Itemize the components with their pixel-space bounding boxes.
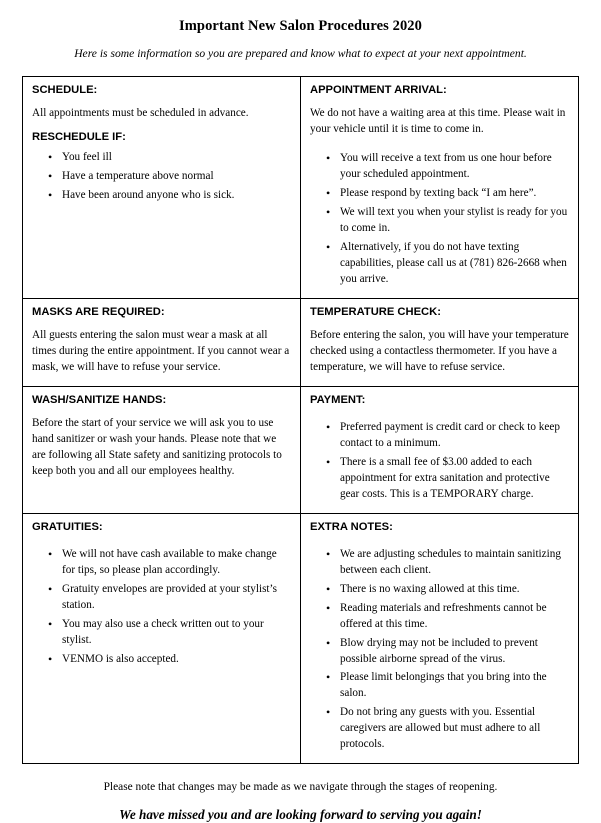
page-title: Important New Salon Procedures 2020 [178, 18, 422, 34]
list-item: • We will text you when your stylist is ready for you to come in. [340, 205, 569, 237]
extra-notes-heading: EXTRA NOTES: [310, 520, 393, 533]
reschedule-subheading: RESCHEDULE IF: [32, 131, 126, 144]
cell-gratuities [23, 513, 301, 763]
footer-note: Please note that changes may be made as we navigate through the stages of reopening. [103, 780, 498, 793]
list-item: • Alternatively, if you do not have texting capabilities, please call us at (781) 826-2668 when you arrive. [340, 240, 569, 288]
temperature-check-heading: TEMPERATURE CHECK: [310, 305, 441, 318]
page-subtitle: Here is some information so you are prepared and know what to expect at your next appointment. [74, 47, 527, 60]
list-item: • You will receive a text from us one hour before your scheduled appointment. [340, 151, 569, 183]
extra-notes-bullet-list [310, 547, 569, 753]
cell-extra-notes [301, 513, 579, 763]
list-item: • Preferred payment is credit card or check to keep contact to a minimum. [340, 420, 569, 452]
masks-heading: MASKS ARE REQUIRED: [32, 305, 165, 318]
list-item: • Please limit belongings that you bring into the salon. [340, 670, 569, 702]
list-item: • Please respond by texting back “I am here”. [340, 186, 569, 202]
list-item: • Blow drying may not be included to prevent possible airborne spread of the virus. [340, 636, 569, 668]
schedule-paragraph: All appointments must be scheduled in advance. [32, 107, 249, 120]
list-item: • We are adjusting schedules to maintain sanitizing between each client. [340, 547, 569, 579]
masks-paragraph: All guests entering the salon must wear a mask at all times during the entire appointment. If you cannot wear a mask, we will have to refuse your service. [32, 328, 290, 373]
reschedule-bullet-list [32, 150, 291, 204]
procedures-table [22, 76, 579, 764]
payment-bullet-list [310, 420, 569, 503]
appointment-arrival-bullet-list [310, 151, 569, 287]
wash-hands-paragraph: Before the start of your service we will ask you to use hand sanitizer or wash your hands. Please note that we are following all State safety and sanitizing protocols to keep both you and all our employees healthy. [32, 417, 282, 477]
list-item: • There is no waxing allowed at this time. [340, 582, 569, 598]
cell-temperature-check [301, 298, 579, 386]
list-item: • You may also use a check written out to your stylist. [62, 617, 291, 649]
appointment-arrival-paragraph: We do not have a waiting area at this time. Please wait in your vehicle until it is time to come in. [310, 107, 566, 136]
gratuities-bullet-list [32, 547, 291, 667]
appointment-arrival-heading: APPOINTMENT ARRIVAL: [310, 84, 447, 96]
cell-payment [301, 386, 579, 513]
table-row [23, 386, 579, 513]
wash-hands-heading: WASH/SANITIZE HANDS: [32, 393, 167, 406]
cell-masks [23, 298, 301, 386]
list-item: • Do not bring any guests with you. Essential caregivers are allowed but must adhere to all protocols. [340, 705, 569, 753]
table-row [23, 298, 579, 386]
list-item: • There is a small fee of $3.00 added to each appointment for extra sanitation and protective gear costs. This is a TEMPORARY charge. [340, 455, 569, 503]
temperature-check-paragraph: Before entering the salon, you will have your temperature checked using a contactless thermometer. If you have a temperature, we will have to refuse service. [310, 328, 569, 373]
schedule-heading: SCHEDULE: [32, 84, 98, 96]
gratuities-heading: GRATUITIES: [32, 520, 103, 533]
list-item: • VENMO is also accepted. [62, 652, 291, 668]
list-item: • Reading materials and refreshments cannot be offered at this time. [340, 601, 569, 633]
cell-schedule [23, 77, 301, 299]
table-row [23, 77, 579, 299]
list-item: • Have a temperature above normal [62, 169, 291, 185]
cell-wash-hands [23, 386, 301, 513]
list-item: • We will not have cash available to make change for tips, so please plan accordingly. [62, 547, 291, 579]
cell-appointment-arrival [301, 77, 579, 299]
footer-closing: We have missed you and are looking forward to serving you again! [119, 806, 482, 822]
table-row [23, 513, 579, 763]
list-item: • Have been around anyone who is sick. [62, 188, 291, 204]
list-item: • You feel ill [62, 150, 291, 166]
list-item: • Gratuity envelopes are provided at your stylist’s station. [62, 582, 291, 614]
payment-heading: PAYMENT: [310, 393, 366, 406]
